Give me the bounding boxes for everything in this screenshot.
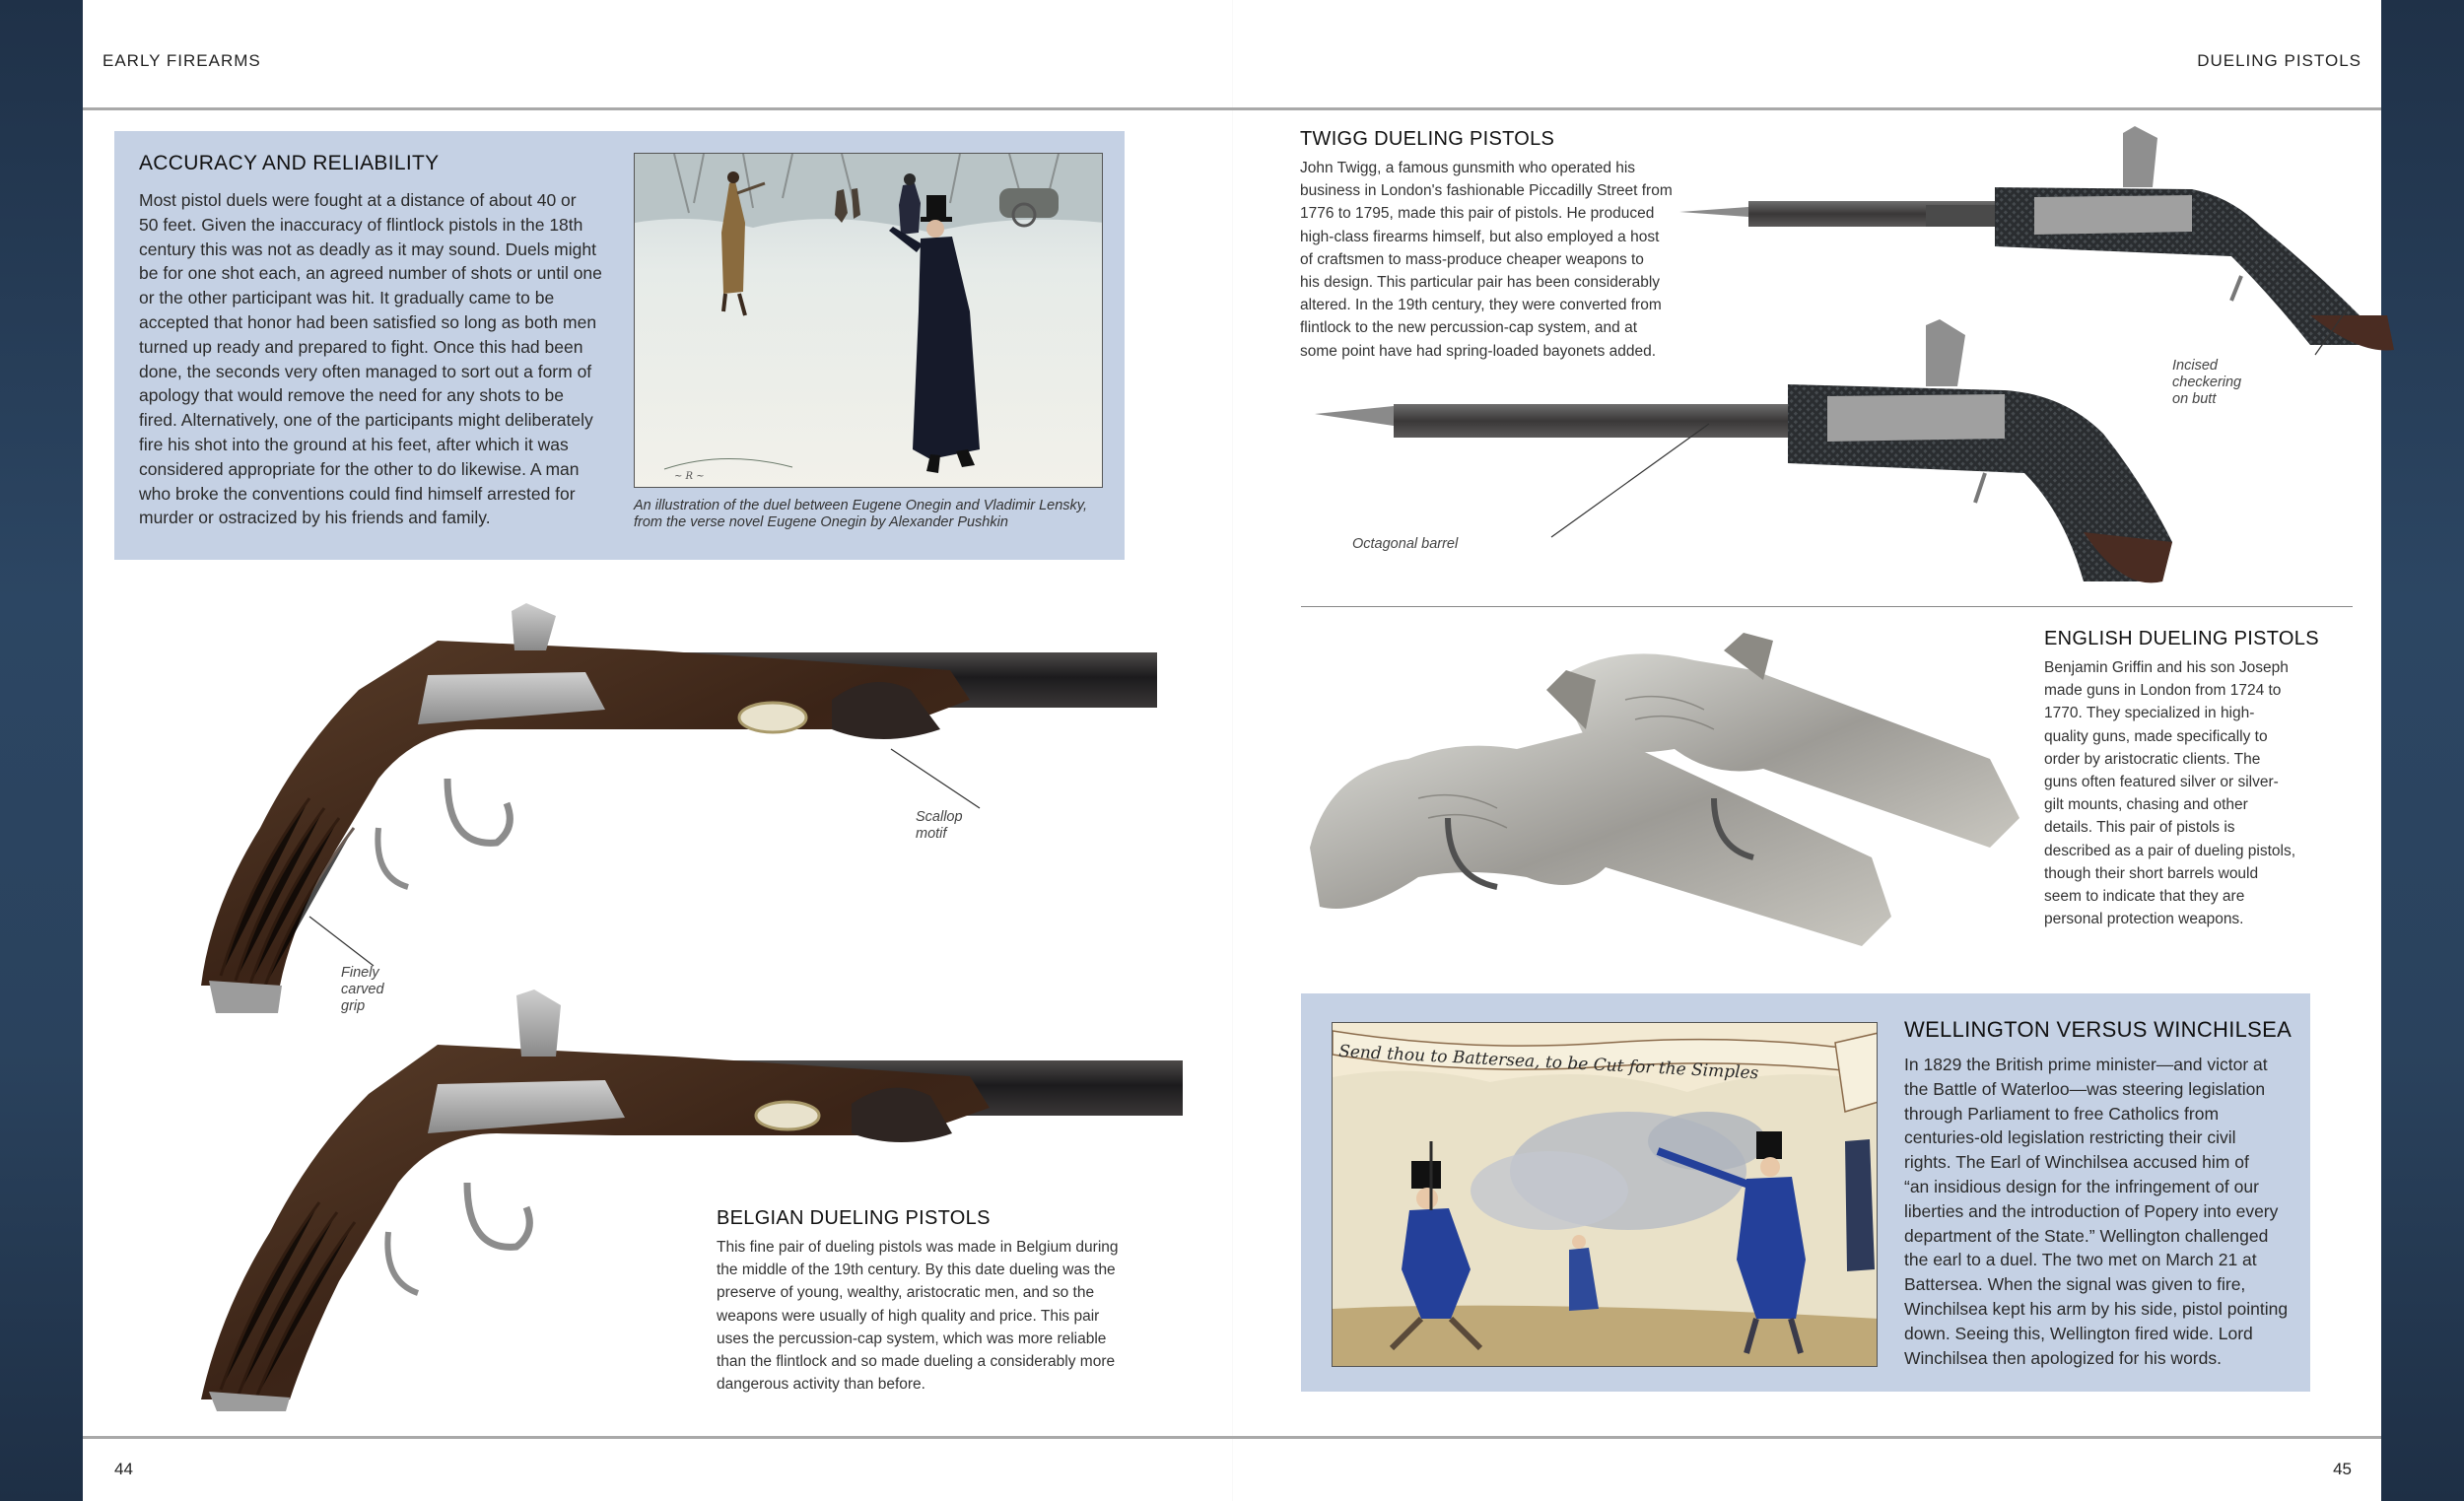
text-line: accepted that honor had been satisfied so long as both men — [139, 311, 597, 332]
text-line: In 1829 the British prime minister—and victor at — [1904, 1055, 2268, 1074]
callout-line: Incised — [2172, 358, 2218, 374]
running-header-left: EARLY FIREARMS — [103, 51, 261, 70]
belgian-body — [717, 1236, 1180, 1396]
section-divider — [1301, 606, 2353, 607]
page-number-left: 44 — [114, 1460, 133, 1478]
text-line: gilt mounts, chasing and other — [2044, 796, 2248, 814]
onegin-caption — [634, 498, 1107, 531]
left-page-edge — [0, 0, 83, 1501]
belgian-title: BELGIAN DUELING PISTOLS — [717, 1207, 991, 1229]
scallop-callout — [916, 809, 963, 843]
callout-line: grip — [341, 998, 366, 1014]
text-line: Battersea. When the signal was given to fire, — [1904, 1274, 2246, 1295]
text-line: centuries-old legislation restricting their civil — [1904, 1127, 2236, 1148]
text-line: 1776 to 1795, made this pair of pistols. He produced — [1300, 205, 1655, 223]
page-number-right: 45 — [2333, 1460, 2352, 1478]
callout-line: Octagonal barrel — [1352, 536, 1459, 552]
text-line: the middle of the 19th century. By this date dueling was the — [717, 1262, 1116, 1279]
text-line: quality guns, made specifically to — [2044, 727, 2268, 745]
english-pistols-image — [1300, 621, 2108, 995]
callout-line: Scallop — [916, 809, 963, 825]
wellington-duel-cartoon — [1332, 1022, 1878, 1367]
wellington-feature-box — [1301, 993, 2310, 1392]
callout-line: carved — [341, 982, 384, 997]
text-line: though their short barrels would — [2044, 864, 2259, 882]
text-line: fired. Alternatively, one of the participants might deliberately — [139, 410, 593, 431]
english-body — [2044, 656, 2340, 930]
callout-line: Finely — [341, 965, 379, 981]
onegin-duel-illustration — [634, 153, 1103, 488]
text-line: turned up ready and prepared to fight. Once this had been — [139, 336, 583, 357]
cartoon-banner-text: Send thou to Battersea, to be Cut for the Simples — [1337, 1042, 1759, 1084]
text-line: described as a pair of dueling pistols, — [2044, 842, 2296, 859]
text-line: Winchilsea then apologized for his words. — [1904, 1347, 2222, 1368]
text-line: the Battle of Waterloo—was steering legislation — [1904, 1078, 2266, 1099]
barrel-callout — [1352, 536, 1458, 553]
text-line: department of the State.” Wellington challenged — [1904, 1225, 2269, 1246]
text-line: of craftsmen to mass-produce cheaper weapons to — [1300, 250, 1644, 268]
text-line: Most pistol duels were fought at a distance of about 40 or — [139, 190, 577, 210]
accuracy-feature-box — [114, 131, 1125, 560]
text-line: guns often featured silver or silver- — [2044, 774, 2279, 791]
text-line: Benjamin Griffin and his son Joseph — [2044, 659, 2289, 676]
callout-line: checkering — [2172, 375, 2242, 390]
text-line: his design. This particular pair has been considerably — [1300, 274, 1661, 292]
caption-line: from the verse novel Eugene Onegin by Alexander Pushkin — [634, 514, 1008, 530]
book-spread — [83, 0, 2381, 1501]
text-line: “an insidious design for the infringement of our — [1904, 1176, 2259, 1196]
accuracy-body — [139, 188, 622, 530]
text-line: some point have had spring-loaded bayonets added. — [1300, 342, 1657, 360]
text-line: altered. In the 19th century, they were converted from — [1300, 297, 1662, 314]
text-line: done, the seconds very often managed to sort out a form of — [139, 361, 592, 381]
svg-text:~ R ~: ~ R ~ — [674, 471, 705, 482]
text-line: preserve of young, wealthy, aristocratic men, and so the — [717, 1284, 1095, 1302]
text-line: seem to indicate that they are — [2044, 888, 2245, 906]
callout-line: motif — [916, 826, 947, 842]
accuracy-title: ACCURACY AND RELIABILITY — [139, 152, 440, 174]
callout-line: on butt — [2172, 391, 2217, 407]
text-line: the earl to a duel. The two met on March 21 at — [1904, 1250, 2257, 1270]
text-line: through Parliament to free Catholics from — [1904, 1103, 2220, 1124]
text-line: flintlock to the new percussion-cap system, and at — [1300, 319, 1638, 337]
text-line: be for one shot each, an agreed number of shots or until one — [139, 263, 602, 284]
text-line: business in London's fashionable Piccadilly Street from — [1300, 182, 1673, 200]
text-line: down. Seeing this, Wellington fired wide. Lord — [1904, 1323, 2253, 1343]
text-line: 1770. They specialized in high- — [2044, 705, 2255, 722]
text-line: weapons were usually of high quality and price. This pair — [717, 1307, 1100, 1325]
text-line: personal protection weapons. — [2044, 911, 2244, 928]
text-line: This fine pair of dueling pistols was made in Belgium during — [717, 1239, 1119, 1256]
text-line: dangerous activity than before. — [717, 1376, 925, 1394]
footer-rule — [83, 1436, 2381, 1439]
text-line: order by aristocratic clients. The — [2044, 750, 2261, 768]
text-line: high-class firearms himself, but also employed a host — [1300, 228, 1660, 245]
wellington-title: WELLINGTON VERSUS WINCHILSEA — [1904, 1017, 2293, 1042]
twigg-title: TWIGG DUELING PISTOLS — [1300, 128, 1555, 150]
text-line: details. This pair of pistols is — [2044, 819, 2235, 837]
belgian-pistol-upper — [122, 581, 1226, 1035]
caption-line: An illustration of the duel between Eugene Onegin and Vladimir Lensky, — [634, 498, 1087, 513]
text-line: Winchilsea kept his arm by his side, pistol pointing — [1904, 1298, 2289, 1319]
header-rule — [83, 107, 2381, 110]
text-line: liberties and the introduction of Popery into every — [1904, 1200, 2279, 1221]
text-line: than the flintlock and so made dueling a considerably more — [717, 1353, 1116, 1371]
text-line: century this was not as deadly as it may sound. Duels might — [139, 239, 596, 259]
wellington-body — [1904, 1053, 2298, 1370]
text-line: fire his shot into the ground at his feet, after which it was — [139, 434, 569, 454]
english-title: ENGLISH DUELING PISTOLS — [2044, 628, 2319, 649]
text-line: who broke the conventions could find himself arrested for — [139, 483, 576, 504]
text-line: or the other participant was hit. It gradually came to be — [139, 288, 555, 308]
text-line: made guns in London from 1724 to — [2044, 682, 2282, 700]
running-header-right: DUELING PISTOLS — [2197, 51, 2361, 70]
text-line: apology that would remove the need for any shots to be — [139, 385, 564, 406]
text-line: uses the percussion-cap system, which was more reliable — [717, 1330, 1107, 1347]
text-line: considered appropriate for the other to do likewise. A man — [139, 458, 580, 479]
text-line: rights. The Earl of Winchilsea accused him of — [1904, 1152, 2249, 1173]
text-line: murder or ostracized by his friends and family. — [139, 508, 491, 528]
text-line: John Twigg, a famous gunsmith who operated his — [1300, 160, 1636, 176]
text-line: 50 feet. Given the inaccuracy of flintlock pistols in the 18th — [139, 214, 583, 235]
